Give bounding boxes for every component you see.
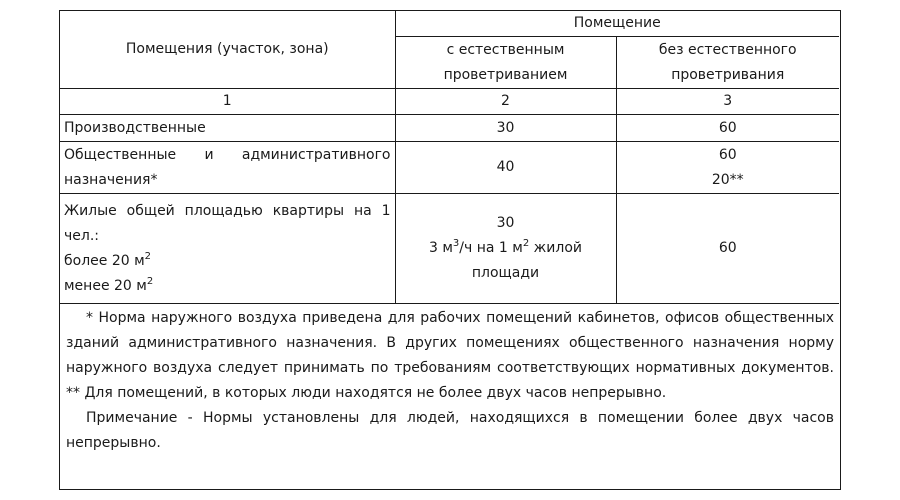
row-residential-more xyxy=(64,249,391,274)
header-no-natural-ventilation: без естественного проветривания xyxy=(616,37,839,89)
superscript-3: 3 xyxy=(452,238,460,249)
notes-section xyxy=(60,304,840,456)
row-industrial-natural: 30 xyxy=(395,115,616,142)
rate-part-c: жилой xyxy=(529,240,582,256)
superscript-2: 2 xyxy=(144,250,152,262)
superscript-2: 2 xyxy=(146,275,154,287)
column-number-2: 2 xyxy=(395,89,616,115)
air-norms-table xyxy=(60,11,839,304)
row-public-name: Общественные и административного назначения* xyxy=(60,142,395,194)
row-public-no-natural xyxy=(616,142,839,194)
remark-text: Примечание - Нормы установлены для людей, находящихся в помещении более двух часов непрерывно. xyxy=(66,410,834,451)
row-public-no-natural-limited: 20** xyxy=(711,171,744,188)
row-industrial-no-natural: 60 xyxy=(616,115,839,142)
row-residential-natural-value: 30 xyxy=(496,215,515,231)
row-residential-no-natural: 60 xyxy=(616,194,839,304)
row-public-no-natural-value: 60 xyxy=(718,146,737,163)
row-residential-less xyxy=(64,274,391,299)
rate-part-a: 3 м xyxy=(429,240,453,256)
row-residential-name xyxy=(60,194,395,304)
row-residential-more-text: более 20 м xyxy=(64,252,145,269)
row-industrial-name: Производственные xyxy=(60,115,395,142)
superscript-2: 2 xyxy=(522,238,530,249)
header-rooms: Помещения (участок, зона) xyxy=(60,11,395,89)
column-number-1: 1 xyxy=(60,89,395,115)
row-residential-natural-rate xyxy=(400,236,612,261)
header-room-group: Помещение xyxy=(395,11,839,37)
norms-document xyxy=(59,10,841,490)
header-natural-ventilation: с естественным проветриванием xyxy=(395,37,616,89)
row-residential-less-text: менее 20 м xyxy=(64,277,147,294)
row-residential-title: Жилые общей площадью квартиры на 1 чел.: xyxy=(64,202,391,244)
footnote-text: * Норма наружного воздуха приведена для рабочих помещений кабинетов, офисов общественных зданий административного назначения. В других помещениях общественного назначения норму наружного воздуха следует принимать по требованиям соответствующих нормативных документов. ** Для помещений, в которых люди находятся не более двух часов непрерывно. xyxy=(66,310,834,401)
row-public-natural: 40 xyxy=(395,142,616,194)
rate-part-b: /ч на 1 м xyxy=(459,240,523,256)
row-residential-natural-area: площади xyxy=(471,265,540,281)
column-number-3: 3 xyxy=(616,89,839,115)
row-residential-natural xyxy=(395,194,616,304)
